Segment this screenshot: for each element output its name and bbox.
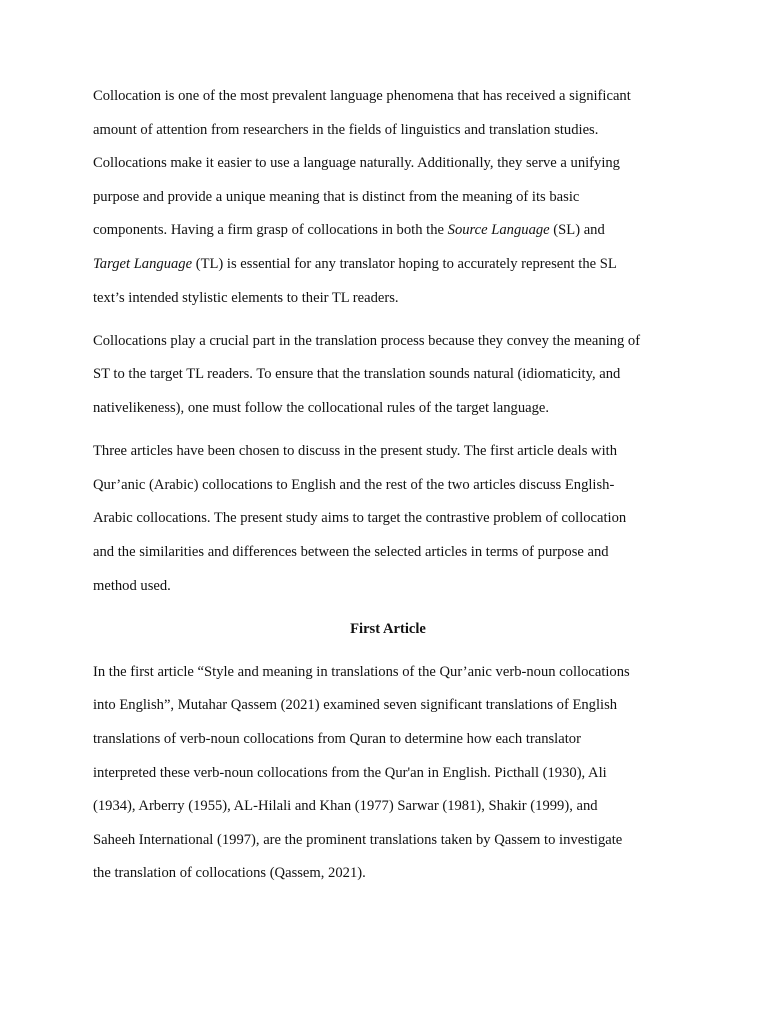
text-line: Arabic collocations. The present study aims to target the contrastive problem of collocation	[93, 510, 627, 527]
text-line: Saheeh International (1997), are the prominent translations taken by Qassem to investigate	[93, 831, 623, 848]
text-segment: (SL) and	[549, 222, 605, 239]
text-line: Collocation is one of the most prevalent language phenomena that has received a significant	[93, 88, 631, 104]
paragraph-first-article	[93, 656, 683, 891]
text-segment: components. Having a firm grasp of collocations in both the	[93, 222, 448, 239]
text-line: Qur’anic (Arabic) collocations to English and the rest of the two articles discuss English-	[93, 476, 615, 493]
italic-term-source-language: Source Language	[447, 222, 550, 239]
text-line: method used.	[93, 577, 171, 594]
text-segment: (TL) is essential for any translator hoping to accurately represent the SL	[192, 255, 617, 272]
paragraph-intro	[93, 80, 683, 315]
text-line: Collocations make it easier to use a language naturally. Additionally, they serve a unifying	[93, 155, 620, 172]
text-line: translations of verb-noun collocations from Quran to determine how each translator	[93, 731, 581, 748]
text-line: into English”, Mutahar Qassem (2021) examined seven significant translations of English	[93, 697, 618, 714]
text-line: interpreted these verb-noun collocations from the Qur'an in English. Picthall (1930), Ali	[93, 764, 607, 781]
text-line	[93, 248, 683, 282]
paragraph-study-overview	[93, 435, 683, 603]
paragraph-collocation-role	[93, 325, 683, 426]
text-line: the translation of collocations (Qassem, 2021).	[93, 865, 366, 882]
italic-term-target-language: Target Language	[93, 255, 193, 272]
text-line: ST to the target TL readers. To ensure that the translation sounds natural (idiomaticity, and	[93, 366, 621, 383]
document-body	[93, 80, 683, 901]
text-line: Three articles have been chosen to discuss in the present study. The first article deals with	[93, 443, 617, 460]
text-line: and the similarities and differences between the selected articles in terms of purpose and	[93, 543, 609, 560]
text-line: In the first article “Style and meaning in translations of the Qur’anic verb-noun collocations	[93, 663, 630, 680]
text-line: nativelikeness), one must follow the collocational rules of the target language.	[93, 399, 550, 416]
text-line: (1934), Arberry (1955), AL-Hilali and Khan (1977) Sarwar (1981), Shakir (1999), and	[93, 798, 598, 815]
text-line: amount of attention from researchers in the fields of linguistics and translation studies.	[93, 121, 599, 138]
text-line	[93, 214, 683, 248]
section-heading: First Article	[350, 620, 426, 637]
text-line: purpose and provide a unique meaning that is distinct from the meaning of its basic	[93, 188, 580, 205]
text-line: Collocations play a crucial part in the translation process because they convey the meaning of	[93, 332, 641, 349]
text-line: text’s intended stylistic elements to their TL readers.	[93, 289, 399, 306]
